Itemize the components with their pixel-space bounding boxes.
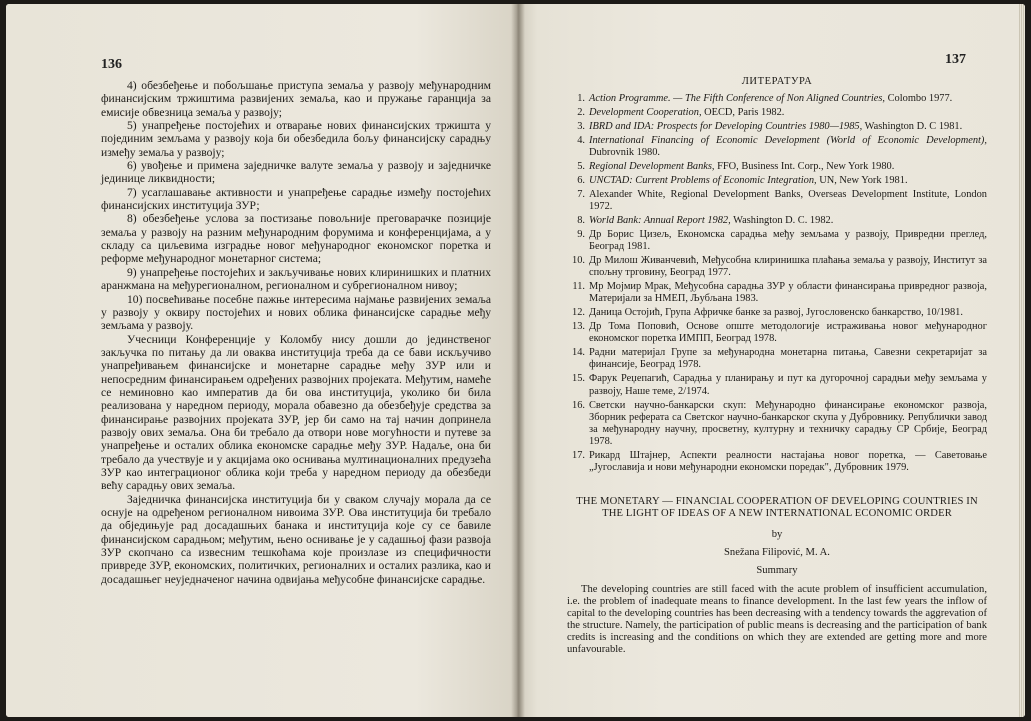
reference-details: Светски научно-банкарски скуп: Међународно финансирање економског развоја, Зборник реферата са Светског научно-банкарског скупа у Дубровнику. Републички завод за међународну научну, просветну, културну и техничку сарадњу СР Србије, Београд 1978.: [589, 399, 987, 447]
reference-item: [567, 281, 987, 305]
reference-details: Dubrovnik 1980.: [589, 147, 660, 159]
reference-title: International Financing of Economic Development (World of Economic Development),: [589, 134, 987, 146]
reference-number: 12.: [572, 307, 585, 319]
reference-number: 16.: [572, 399, 585, 411]
paragraph: 4) обезбеђење и побољшање приступа земаља у развоју међународним финансијским тржиштима развијених земаља, као и пружање гаранција за емисије обвезница земаља у развоју;: [101, 79, 491, 119]
reference-item: [567, 400, 987, 448]
reference-number: 2.: [577, 106, 585, 118]
reference-details: Радни материјал Групе за међународна монетарна питања, Савезни секретаријат за финансије, Београд 1978.: [589, 347, 987, 371]
reference-number: 10.: [572, 255, 585, 267]
reference-details: Мр Мојмир Мрак, Међусобна сарадња ЗУР у области финансирања привредног развоја, Материјали за НМЕП, Љубљана 1983.: [589, 281, 987, 305]
reference-item: [567, 255, 987, 279]
reference-item: [567, 347, 987, 371]
reference-details: Рикард Штајнер, Аспекти реалности настајања новог поретка, — Саветовање „Југославија и нови међународни економски поредак", Дубровник 1979.: [589, 449, 987, 473]
paragraph: Учесници Конференције у Коломбу нису дошли до јединственог закључка по питању да ли оваква институција треба да се бави искључиво унапређивањем финансијске и монетарне сарадње међу ЗУР или и непосредним финансирањем одређених развојних пројеката. Међутим, намеће се неминовно као императив да би ова институција, уколико би била реализована у наредном периоду, морала обавезно да обезбеђује средства за финансирање развојних пројеката ЗУР, јер би само на тај начин допринела развоју ових земаља. Она би требало да отвори нове могућности и путеве за унапређење и осталих облика економске сарадње међу ЗУР. Надаље, она би требало да учествује и у акцијама око оснивања мултинационалних предузећа ЗУР као интеграционог облика који треба у наредном периоду да обезбеди већу сарадњу ових земаља.: [101, 332, 491, 493]
paragraph: 9) унапређење постојећих и закључивање нових клиринишких и платних аранжмана на међурегионалном, регионалном и субрегионалном нивоу;: [101, 265, 491, 293]
reference-number: 9.: [577, 229, 585, 241]
reference-number: 11.: [572, 281, 585, 293]
reference-item: [567, 450, 987, 474]
reference-number: 15.: [572, 373, 585, 385]
reference-title: Regional Development Banks,: [589, 161, 715, 173]
reference-item: [567, 175, 987, 187]
reference-number: 4.: [577, 134, 585, 146]
reference-number: 6.: [577, 175, 585, 187]
reference-item: [567, 373, 987, 397]
paragraph: 5) унапређење постојећих и отварање нових финансијских тржишта у појединим земљама у развоју која би обезбедила бољу финансијску сарадњу између земаља у развоју;: [101, 119, 491, 159]
reference-title: Development Cooperation,: [589, 106, 702, 118]
reference-details: Colombo 1977.: [885, 93, 953, 104]
summary-heading: Summary: [756, 565, 798, 576]
summary-section: [567, 496, 987, 655]
reference-title: Action Programme. — The Fifth Conference of Non Aligned Countries,: [589, 93, 886, 104]
reference-item: [567, 189, 987, 213]
page-edge: [1019, 4, 1025, 717]
reference-details: Washington D. C. 1982.: [730, 215, 834, 227]
references-title: ЛИТЕРАТУРА: [741, 76, 813, 87]
reference-number: 17.: [572, 449, 585, 461]
summary-author: Snežana Filipović, M. A.: [724, 547, 830, 558]
reference-details: Alexander White, Regional Development Banks, Overseas Development Institute, London 1972.: [589, 189, 987, 213]
body-text: [101, 79, 491, 586]
right-page: [517, 4, 1025, 717]
reference-item: [567, 107, 987, 119]
references-section: [567, 76, 987, 476]
reference-item: [567, 121, 987, 133]
paragraph: 10) посвећивање посебне пажње интересима најмање развијених земаља у развоју у оквиру постојећих и нових облика финансијске сарадње међу земљама у развоју.: [101, 292, 491, 333]
reference-number: 8.: [577, 215, 585, 227]
reference-item: [567, 93, 987, 105]
book-gutter: [511, 4, 525, 717]
paragraph: Заједничка финансијска институција би у сваком случају морала да се оснује на одређеном регионалном нивоима ЗУР. Ова институција би требало да обједињује рад досадашњих банака и институција које су се бавиле финансијском сарадњом; међутим, њено оснивање је у садашњој фази развоја ЗУР скопчано са извесним тешкоћама које произлазе из специфичности привреде ЗУР, економских, политичких, регионалних и осталих разлика, као и досадашњег неуједначеног начина одвијања међусобне финансијске сарадње.: [101, 492, 491, 586]
reference-title: World Bank: Annual Report 1982,: [589, 215, 731, 227]
reference-title: UNCTAD: Current Problems of Economic Integration,: [589, 175, 817, 187]
book-spread: [6, 4, 1025, 717]
reference-title: IBRD and IDA: Prospects for Developing Countries 1980—1985,: [589, 120, 863, 132]
reference-details: Фарук Реџепагић, Сарадња у планирању и пут ка дугорочној сарадњи међу земљама у развоју, Наше теме, 2/1974.: [589, 373, 987, 397]
page-number: 137: [945, 52, 966, 67]
reference-details: OECD, Paris 1982.: [701, 106, 785, 118]
reference-number: 1.: [577, 93, 585, 104]
left-page: [6, 4, 517, 717]
page-number: 136: [101, 57, 122, 72]
reference-number: 7.: [577, 189, 585, 200]
references-list: [567, 93, 987, 474]
reference-details: Др Милош Живанчевић, Међусобна клиринишка плаћања земаља у развоју, Институт за спољну трговину, Београд 1977.: [589, 255, 987, 279]
reference-item: [567, 321, 987, 345]
paragraph: 7) усаглашавање активности и унапређење сарадње између постојећих финансијских институција ЗУР;: [101, 185, 491, 213]
paragraph: 6) увођење и примена заједничке валуте земаља у развоју и заједничке јединице ликвидности;: [101, 159, 491, 186]
reference-details: Даница Остојић, Група Афричке банке за развој, Југословенско банкарство, 10/1981.: [589, 307, 963, 319]
reference-item: [567, 229, 987, 253]
reference-number: 14.: [572, 347, 585, 359]
paragraph: 8) обезбеђење услова за постизање повољније преговарачке позиције земаља у развоју на разним међународним форумима и конференцијама, а у складу са циљевима изградње новог међународног економског поретка и реформе међународног монетарног система;: [101, 212, 491, 266]
reference-details: Др Борис Цизељ, Економска сарадња међу земљама у развоју, Привредни преглед, Београд 1981.: [589, 229, 987, 253]
reference-details: FFO, Business Int. Corp., New York 1980.: [714, 161, 895, 173]
reference-number: 3.: [577, 120, 585, 132]
reference-item: [567, 215, 987, 227]
reference-item: [567, 161, 987, 173]
summary-by: by: [771, 529, 783, 540]
reference-item: [567, 135, 987, 159]
reference-details: UN, New York 1981.: [816, 175, 908, 187]
reference-item: [567, 307, 987, 319]
reference-number: 13.: [572, 321, 585, 333]
reference-details: Др Тома Поповић, Основе опште методологије истраживања новог међународног економског поретка ИМПП, Београд 1978.: [589, 321, 987, 345]
summary-title: THE MONETARY — FINANCIAL COOPERATION OF DEVELOPING COUNTRIES IN THE LIGHT OF IDEAS OF A NEW INTERNATIONAL ECONOMIC ORDER: [576, 496, 978, 519]
reference-number: 5.: [577, 161, 585, 173]
reference-details: Washington D. C 1981.: [862, 120, 963, 132]
summary-text: The developing countries are still faced with the acute problem of insufficient accumulation, i.e. the problem of inadequate means to finance development. In the last few years the inflow of capital to the developing countries has been decreasing with a tendency towards the aggrevation of the structure. Namely, the participation of public means is decreasing and the participation of bank credits is increasing and the conditions on which they are extended are getting more and more unfavourable.: [567, 584, 987, 655]
